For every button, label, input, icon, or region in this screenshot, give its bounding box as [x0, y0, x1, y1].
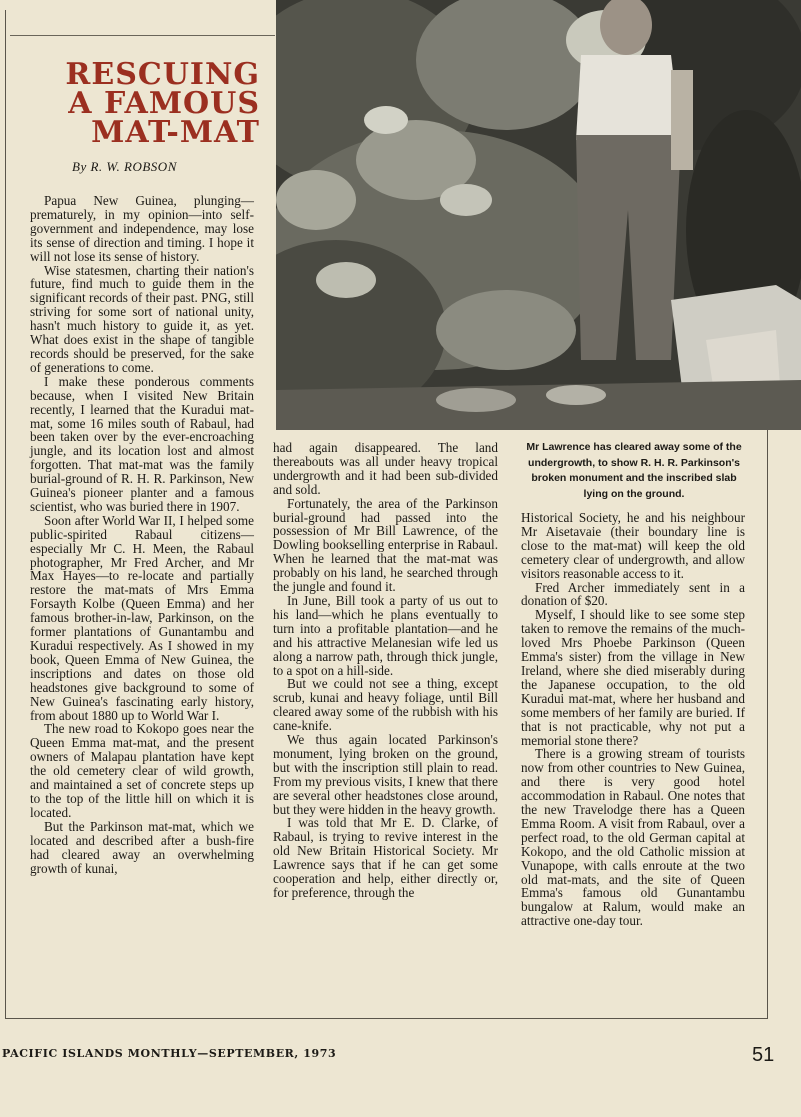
paragraph: Myself, I should like to see some step taken to remove the remains of the much-loved Mrs Phoebe Parkinson (Queen Emma's sister) from the village in New Ireland, where she died miserably during the Japanese occupation, to the old Kuradui mat-mat, where her husband and some members of her family are buried. If that is not practicable, why not put a memorial stone there? — [521, 607, 745, 748]
paragraph: Wise statesmen, charting their nation's future, find much to guide them in the significant records of their past. PNG, still striving for some sort of national unity, hasn't much history to guide it, as yet. What does exist in the shape of tangible records should be preserved, for the sake of generations to come. — [30, 262, 254, 375]
paragraph: had again disappeared. The land thereabouts was all under heavy tropical undergrowth and it had been sub-divided and sold. — [273, 440, 498, 497]
title-line-2: A FAMOUS — [68, 86, 260, 121]
byline: By R. W. ROBSON — [72, 159, 177, 174]
text-column-3 — [521, 511, 745, 928]
paragraph: But the Parkinson mat-mat, which we located and described after a bush-fire had cleared away an overwhelming growth of kunai, — [30, 818, 254, 876]
text-column-2 — [273, 441, 498, 900]
paragraph: The new road to Kokopo goes near the Queen Emma mat-mat, and the present owners of Malapau plantation have kept the old cemetery clear of wild growth, and maintained a set of concrete steps up to the top of the little hill on which it is located. — [30, 721, 254, 820]
article-title — [50, 57, 260, 150]
photo-caption: Mr Lawrence has cleared away some of the undergrowth, to show R. H. R. Parkinson's broken monument and the inscribed slab lying on the ground. — [526, 441, 742, 500]
title-line-1: RESCUING — [65, 57, 260, 92]
page-number: 51 — [752, 1044, 775, 1066]
publication-footer: PACIFIC ISLANDS MONTHLY—SEPTEMBER, 1973 — [2, 1047, 337, 1060]
paragraph: I was told that Mr E. D. Clarke, of Rabaul, is trying to revive interest in the old New Britain Historical Society. Mr Lawrence says that if he can get some cooperation and help, either directly or, for preference, through the — [273, 815, 498, 900]
top-rule — [10, 35, 275, 36]
paragraph: Fred Archer immediately sent in a donation of $20. — [521, 579, 745, 609]
title-line-3: MAT-MAT — [91, 115, 260, 150]
paragraph: Soon after World War II, I helped some public-spirited Rabaul citizens—especially Mr C. H. Meen, the Rabaul photographer, Mr Fred Archer, and Mr Max Hayes—to re-locate and partially restore the mat-mats of Mrs Emma Forsayth Kolbe (Queen Emma) and her famous brother-in-law, Parkinson, on the former plantations of Gunantambu and Kuradui respectively. As I showed in my book, Queen Emma of New Guinea, the inscriptions and dates on those old headstones give background to some of New Guinea's fascinating early history, from about 1880 up to World War I. — [30, 512, 254, 723]
text-column-1 — [30, 194, 254, 875]
paragraph: I make these ponderous comments because, when I visited New Britain recently, I learned that the Kuradui mat-mat, some 16 miles south of Rabaul, had been taken over by the ever-encroaching jungle, and its location lost and almost forgotten. That mat-mat was the family burial-ground of R. H. R. Parkinson, New Guinea's pioneer planter and a famous scientist, who was buried there in 1907. — [30, 373, 254, 514]
left-border-rule — [5, 10, 6, 1018]
paragraph: We thus again located Parkinson's monument, lying broken on the ground, but with the inscription still plain to read. From my previous visits, I knew that there are several other headstones close around, but they were hidden in the heavy growth. — [273, 732, 498, 817]
paragraph: In June, Bill took a party of us out to his land—which he plans eventually to turn into a profitable plantation—and he and his attractive Melanesian wife led us along a narrow path, through thick jungle, to a spot on a hill-side. — [273, 592, 498, 678]
paragraph: There is a growing stream of tourists now from other countries to New Guinea, and there is very good hotel accommodation in Rabaul. One notes that the new Travelodge there has a Queen Emma Room. A visit from Rabaul, over a perfect road, to the old German capital at Kokopo, and the old Catholic mission at Vunapope, with calls enroute at the two old mat-mats, and the site of Queen Emma's famous old Gunantambu bungalow at Ralum, would make an attractive one-day tour. — [521, 746, 745, 929]
paragraph: Fortunately, the area of the Parkinson burial-ground had passed into the possession of Mr Bill Lawrence, of the Dowling bookselling enterprise in Rabaul. When he learned that the mat-mat was probably on his land, he searched through the jungle and found it. — [273, 495, 498, 595]
paragraph: But we could not see a thing, except scrub, kunai and heavy foliage, until Bill cleared away some of the rubbish with his cane-knife. — [273, 676, 498, 734]
right-border-rule — [767, 428, 768, 1018]
jungle-monument-photo — [276, 0, 801, 430]
paragraph: Papua New Guinea, plunging—prematurely, in my opinion—into self-government and independence, may lose its sense of direction and timing. I hope it will not lose its sense of history. — [30, 193, 254, 264]
bottom-rule — [5, 1018, 768, 1019]
paragraph: Historical Society, he and his neighbour Mr Aisetavaie (their boundary line is close to the mat-mat) will keep the old cemetery clear of undergrowth, and allow visitors reasonable access to it. — [521, 510, 745, 581]
